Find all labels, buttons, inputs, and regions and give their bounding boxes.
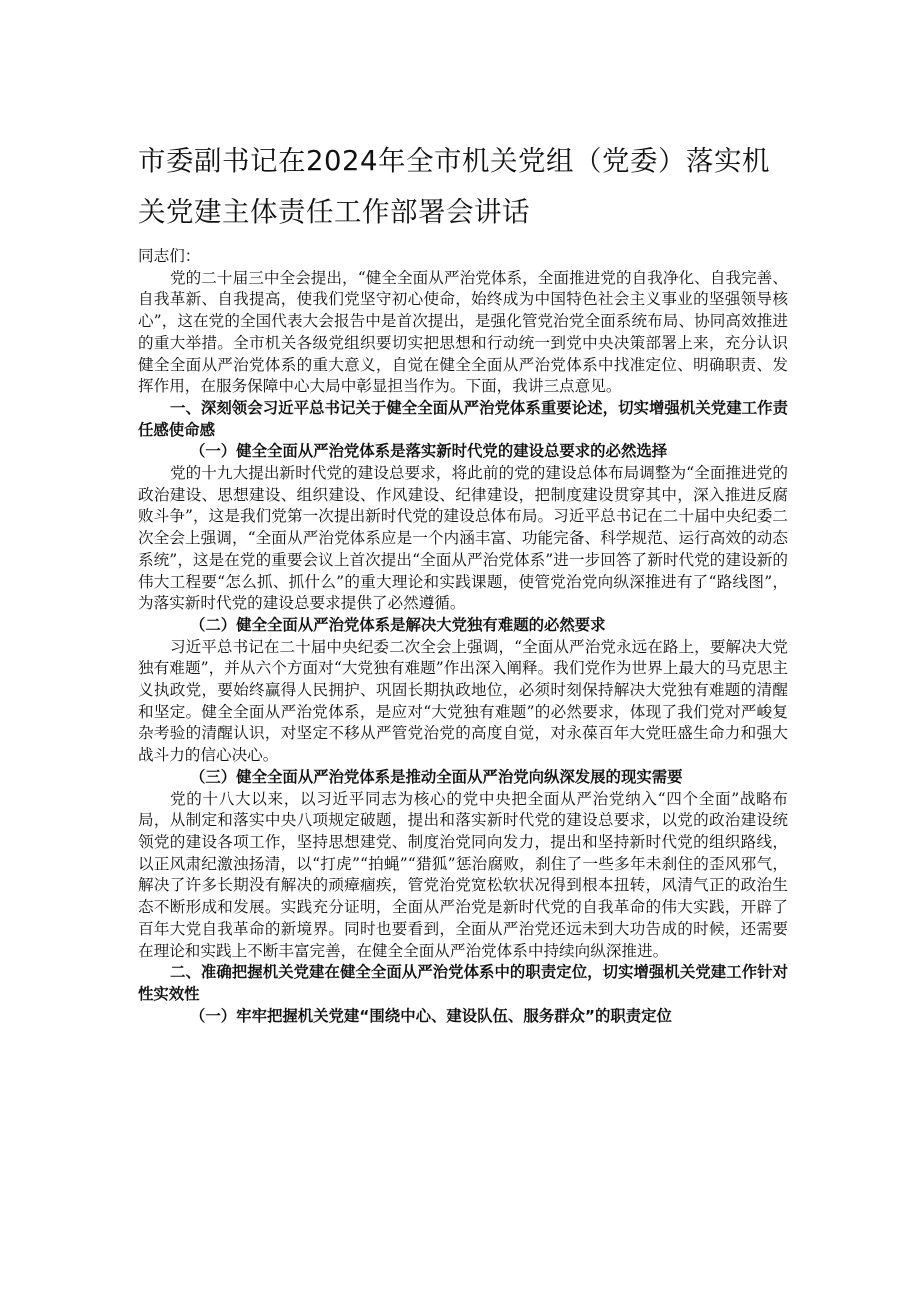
section-1-sub-2-paragraph: 习近平总书记在二十届中央纪委二次全会上强调，“全面从严治党永远在路上，要解决大党独有难题”，并从六个方面对“大党独有难题”作出深入阐释。我们党作为世界上最大的马克思主义执政党，要始终赢得人民拥护、巩固长期执政地位，必须时刻保持解决大党独有难题的清醒和坚定。健全全面从严治党体系，是应对“大党独有难题”的必然要求，体现了我们党对严峻复杂考验的清醒认识，对坚定不移从严管党治党的高度自觉，对永葆百年大党旺盛生命力和强大战斗力的信心决心。 [138, 637, 788, 765]
document-title: 市委副书记在2024年全市机关党组（党委）落实机关党建主体责任工作部署会讲话 [138, 145, 770, 228]
section-1-sub-3-heading: （三）健全全面从严治党体系是推动全面从严治党向纵深发展的现实需要 [190, 767, 683, 786]
salutation: 同志们： [138, 247, 201, 265]
section-1-sub-2-heading: （二）健全全面从严治党体系是解决大党独有难题的必然要求 [190, 615, 606, 634]
section-1-sub-3-paragraph: 党的十八大以来，以习近平同志为核心的党中央把全面从严治党纳入“四个全面”战略布局，从制定和落实中央八项规定破题，提出和落实新时代党的建设总要求，以党的政治建设统领党的建设各项工作，坚持思想建党、制度治党同向发力，提出和坚持新时代党的组织路线，以正风肃纪激浊扬清，以“打虎”“拍蝇”“猎狐”惩治腐败，刹住了一些多年未刹住的歪风邪气，解决了许多长期没有解决的顽瘴痼疾，管党治党宽松软状况得到根本扭转，风清气正的政治生态不断形成和发展。实践充分证明，全面从严治党是新时代党的自我革命的伟大实践，开辟了百年大党自我革命的新境界。同时也要看到，全面从严治党还远未到大功告成的时候，还需要在理论和实践上不断丰富完善，在健全全面从严治党体系中持续向纵深推进。 [138, 789, 788, 960]
section-1-heading: 一、深刻领会习近平总书记关于健全全面从严治党体系重要论述，切实增强机关党建工作责任感使命感 [138, 398, 788, 439]
section-1-sub-1-heading: （一）健全全面从严治党体系是落实新时代党的建设总要求的必然选择 [190, 442, 668, 461]
document-body [138, 246, 788, 1027]
section-1-sub-1-paragraph: 党的十九大提出新时代党的建设总要求，将此前的党的建设总体布局调整为“全面推进党的政治建设、思想建设、组织建设、作风建设、纪律建设，把制度建设贯穿其中，深入推进反腐败斗争”，这是我们党第一次提出新时代党的建设总体布局。习近平总书记在二十届中央纪委二次全会上强调，“全面从严治党体系应是一个内涵丰富、功能完备、科学规范、运行高效的动态系统”，这是在党的重要会议上首次提出“全面从严治党体系”进一步回答了新时代党的建设新的伟大工程要“怎么抓、抓什么”的重大理论和实践课题，使管党治党向纵深推进有了“路线图”，为落实新时代党的建设总要求提供了必然遵循。 [138, 464, 788, 613]
intro-paragraph: 党的二十届三中全会提出，“健全全面从严治党体系，全面推进党的自我净化、自我完善、自我革新、自我提高，使我们党坚守初心使命，始终成为中国特色社会主义事业的坚强领导核心”，这在党的全国代表大会报告中是首次提出，是强化管党治党全面系统布局、协同高效推进的重大举措。全市机关各级党组织要切实把思想和行动统一到党中央决策部署上来，充分认识健全全面从严治党体系的重大意义，自觉在健全全面从严治党体系中找准定位、明确职责、发挥作用，在服务保障中心大局中彰显担当作为。下面，我讲三点意见。 [138, 268, 788, 396]
section-2-sub-1-heading: （一）牢牢把握机关党建“围绕中心、建设队伍、服务群众”的职责定位 [190, 1006, 672, 1025]
section-2-heading: 二、准确把握机关党建在健全全面从严治党体系中的职责定位，切实增强机关党建工作针对性实效性 [138, 963, 788, 1003]
